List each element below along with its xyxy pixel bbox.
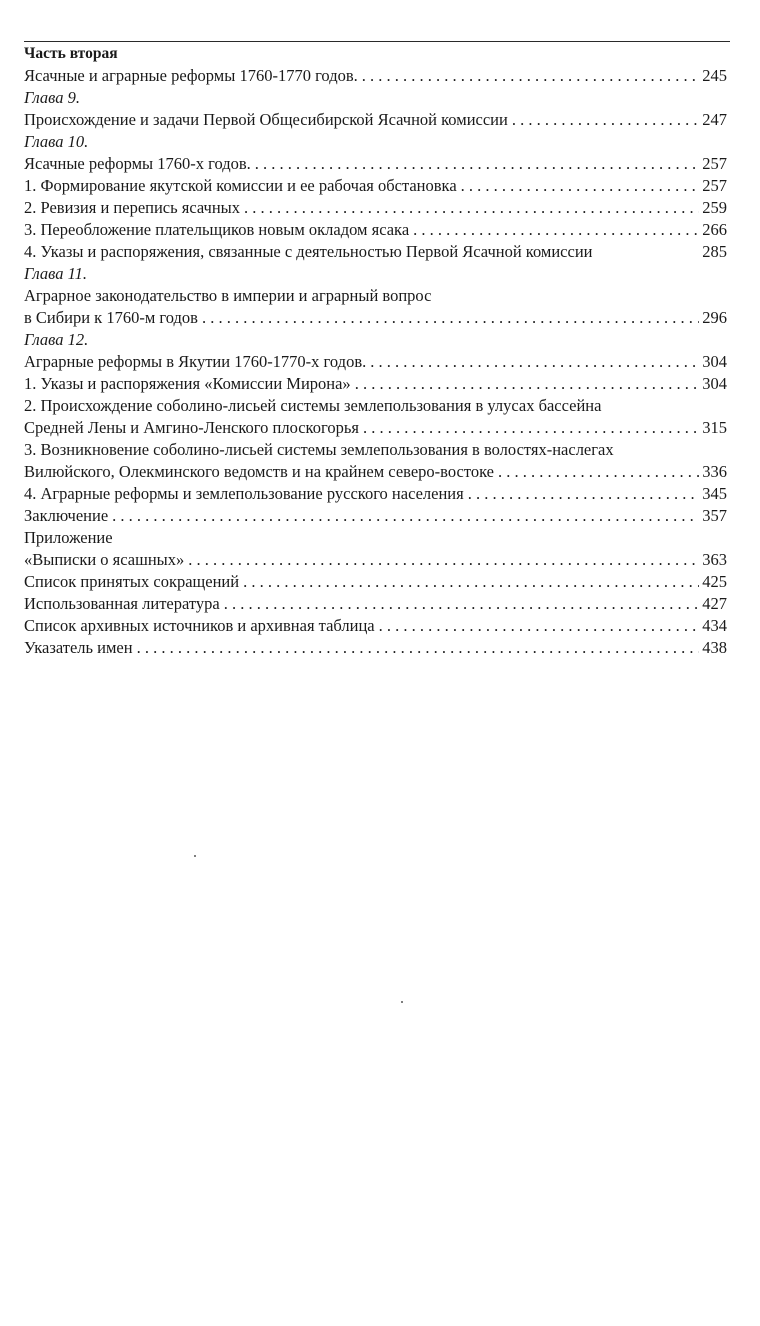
chapter-label: Глава 9.: [24, 88, 80, 107]
toc-entry: [24, 549, 727, 571]
toc-entry: [24, 637, 727, 659]
toc-entry-page: 438: [702, 638, 727, 657]
toc-entry-title: 2. Ревизия и перепись ясачных: [24, 198, 241, 217]
toc-text-line: Приложение: [24, 528, 113, 547]
dot-leader: [379, 615, 700, 637]
dot-leader: [512, 109, 699, 131]
toc-entry-title: Средней Лены и Амгино-Ленского плоскогорья: [24, 418, 359, 437]
toc-entry-title: Происхождение и задачи Первой Общесибирской Ясачной комиссии: [24, 110, 508, 129]
toc-entry: [24, 571, 727, 593]
toc-entry: [24, 593, 727, 615]
toc-entry: [24, 219, 727, 241]
toc-entry: [24, 417, 727, 439]
dot-leader: [370, 351, 699, 373]
toc-entry-title: Список принятых сокращений: [24, 572, 240, 591]
toc-entry-page: 257: [702, 176, 727, 195]
part-heading: Часть вторая: [24, 45, 118, 62]
toc-entry: [24, 65, 727, 87]
table-of-contents: [24, 43, 727, 659]
toc-entry-title: Использованная литература: [24, 594, 220, 613]
toc-entry: [24, 505, 727, 527]
dot-leader: [202, 307, 699, 329]
toc-entry-page: 285: [702, 242, 727, 261]
toc-entry: [24, 197, 727, 219]
toc-entry-title: 3. Переобложение плательщиков новым окладом ясака: [24, 220, 410, 239]
toc-entry-page: 345: [702, 484, 727, 503]
toc-entry-page: 427: [702, 594, 727, 613]
chapter-label: Глава 11.: [24, 264, 87, 283]
toc-entry-page: 434: [702, 616, 727, 635]
toc-entry: [24, 615, 727, 637]
dot-leader: [137, 637, 700, 659]
toc-entry-title: Вилюйского, Олекминского ведомств и на крайнем северо-востоке: [24, 462, 495, 481]
dot-leader: [413, 219, 699, 241]
scan-speck: [401, 1001, 403, 1003]
toc-entry: [24, 351, 727, 373]
toc-entry-page: 257: [702, 154, 727, 173]
toc-entry-page: 245: [702, 66, 727, 85]
toc-entry-title: 4. Аграрные реформы и землепользование русского населения: [24, 484, 464, 503]
dot-leader: [243, 571, 699, 593]
dot-leader: [498, 461, 699, 483]
toc-entry-page: 266: [702, 220, 727, 239]
dot-leader: [461, 175, 700, 197]
scan-speck: [194, 855, 196, 857]
dot-leader: [188, 549, 699, 571]
toc-entry-title: Список архивных источников и архивная таблица: [24, 616, 375, 635]
top-rule: [24, 41, 730, 42]
toc-entry-page: 304: [702, 374, 727, 393]
toc-entry-title: Заключение: [24, 506, 109, 525]
toc-entry-title: «Выписки о ясашных»: [24, 550, 185, 569]
dot-leader: [112, 505, 699, 527]
toc-entry-page: 247: [702, 110, 727, 129]
toc-entry: [24, 307, 727, 329]
dot-leader: [244, 197, 699, 219]
toc-entry-page: 357: [702, 506, 727, 525]
toc-text-line: Аграрное законодательство в империи и аграрный вопрос: [24, 286, 432, 305]
toc-entry-page: 363: [702, 550, 727, 569]
dot-leader: [468, 483, 700, 505]
toc-entry: [24, 373, 727, 395]
toc-entry-title: 1. Указы и распоряжения «Комиссии Мирона»: [24, 374, 351, 393]
chapter-label: Глава 10.: [24, 132, 89, 151]
toc-entry-page: 336: [702, 462, 727, 481]
dot-leader: [363, 417, 699, 439]
dot-leader: [355, 373, 700, 395]
dot-leader: [362, 65, 699, 87]
toc-text-line: 2. Происхождение соболино-лисьей системы землепользования в улусах бассейна: [24, 396, 602, 415]
toc-entry-title: Указатель имен: [24, 638, 133, 657]
toc-entry-title: Ясачные реформы 1760-х годов.: [24, 154, 251, 173]
toc-entry-page: 259: [702, 198, 727, 217]
toc-lines: [24, 65, 727, 659]
toc-text-line: 3. Возникновение соболино-лисьей системы землепользования в волостях-наслегах: [24, 440, 614, 459]
toc-entry: [24, 175, 727, 197]
toc-entry-title: в Сибири к 1760-м годов: [24, 308, 198, 327]
toc-entry: [24, 109, 727, 131]
toc-entry: [24, 241, 727, 263]
toc-entry-title: 4. Указы и распоряжения, связанные с деятельностью Первой Ясачной комиссии: [24, 242, 593, 261]
toc-entry-page: 304: [702, 352, 727, 371]
toc-entry-title: Ясачные и аграрные реформы 1760-1770 годов.: [24, 66, 358, 85]
toc-entry: [24, 461, 727, 483]
toc-entry-title: 1. Формирование якутской комиссии и ее рабочая обстановка: [24, 176, 457, 195]
toc-entry-page: 315: [702, 418, 727, 437]
dot-leader: [224, 593, 700, 615]
toc-entry-title: Аграрные реформы в Якутии 1760-1770-х годов.: [24, 352, 367, 371]
toc-entry: [24, 483, 727, 505]
chapter-label: Глава 12.: [24, 330, 89, 349]
toc-entry-page: 425: [702, 572, 727, 591]
dot-leader: [255, 153, 699, 175]
toc-entry: [24, 153, 727, 175]
toc-entry-page: 296: [702, 308, 727, 327]
